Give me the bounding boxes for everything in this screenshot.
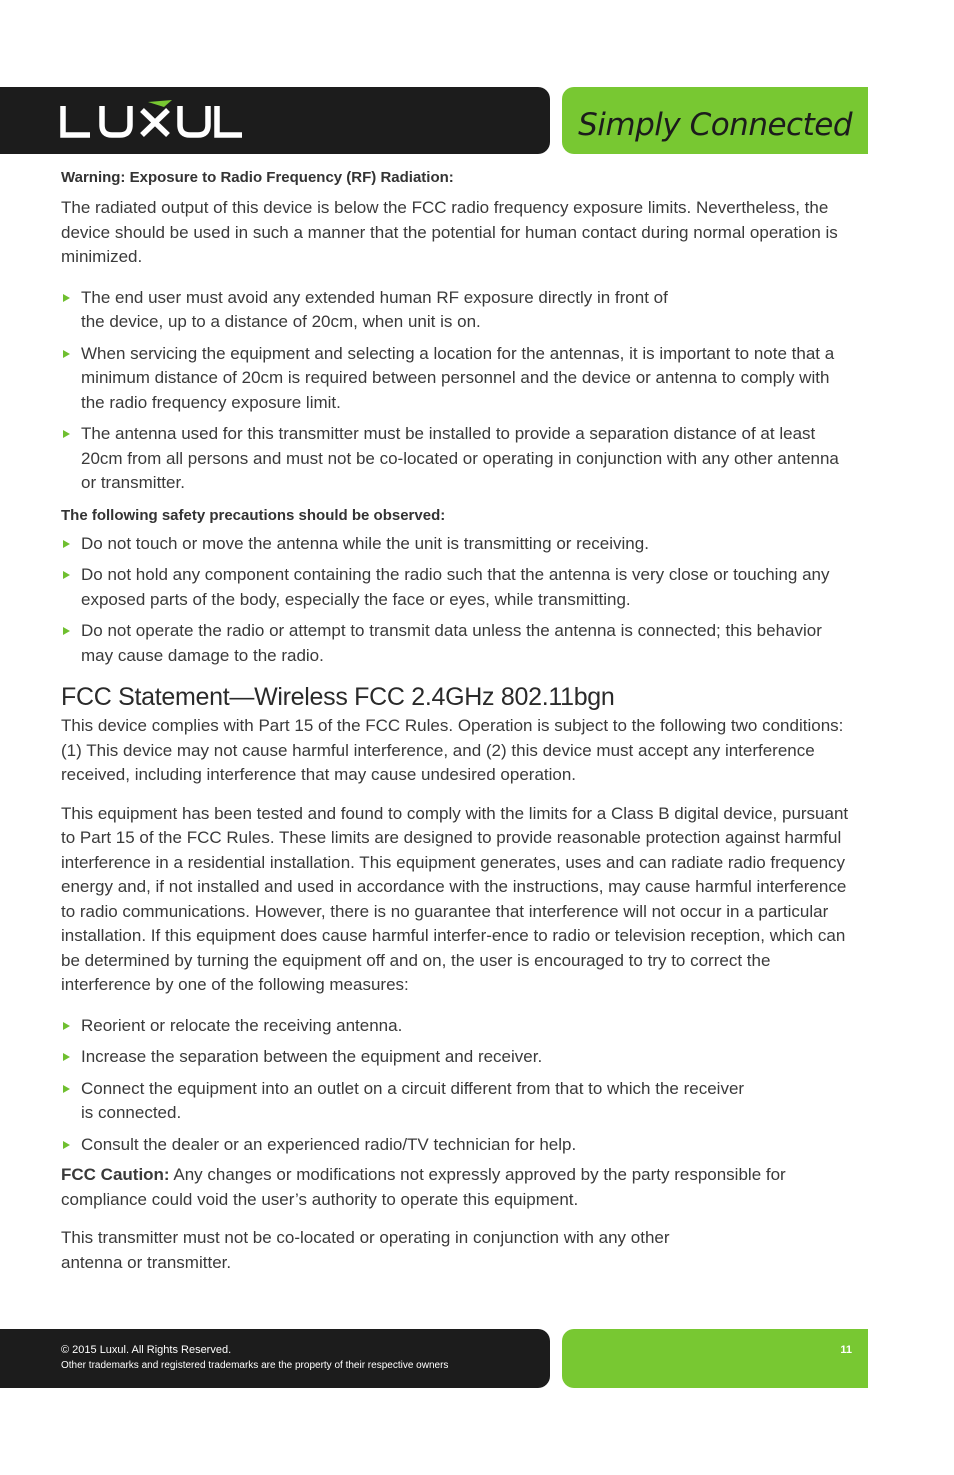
bullet-arrow-icon: [63, 1141, 70, 1149]
bullet-arrow-icon: [63, 1022, 70, 1030]
fcc-para-1: This device complies with Part 15 of the FCC Rules. Operation is subject to the following two conditions: (1) This device may not cause harmful interference, and (2) this device must accept any interference received, including interference that may cause undesired operation.: [61, 716, 844, 784]
bullet-arrow-icon: [63, 540, 70, 548]
rf-warning-heading: Warning: Exposure to Radio Frequency (RF) Radiation:: [61, 169, 454, 186]
fcc-para-2: This equipment has been tested and found to comply with the limits for a Class B digital device, pursuant to Part 15 of the FCC Rules. These limits are designed to provide reasonable protection against harmful interference in a residential installation. This equipment generates, uses and can radiate radio frequency energy and, if not installed and used in accordance with the instructions, may cause harmful interference to radio communications. However, there is no guarantee that interference will not occur in a particular installation. If this equipment does cause harmful interfer-ence to radio or television reception, which can be determined by turning the equipment off and on, the user is encouraged to try to correct the interference by one of the following measures:: [61, 803, 849, 994]
bullet-arrow-icon: [63, 350, 70, 358]
footer-copyright: © 2015 Luxul. All Rights Reserved.: [61, 1344, 232, 1356]
footer-bar: [0, 1329, 550, 1388]
fcc-caution-text: Any changes or modifications not expressly approved by the party responsible for compliance could void the user’s authority to operate this equipment.: [61, 1165, 786, 1209]
rf-warning-intro: The radiated output of this device is below the FCC radio frequency exposure limits. Nevertheless, the device should be used in such a manner that the potential for human contact during normal operation is minimized.: [61, 198, 838, 266]
list-item: Consult the dealer or an experienced radio/TV technician for help.: [61, 1133, 856, 1158]
list-item: Increase the separation between the equipment and receiver.: [61, 1045, 856, 1070]
bullet-arrow-icon: [63, 1053, 70, 1061]
luxul-logo: [60, 98, 244, 140]
list-item: Do not hold any component containing the radio such that the antenna is very close or touching any exposed parts of the body, especially the face or eyes, while transmitting.: [61, 563, 856, 612]
footer-trademarks: Other trademarks and registered trademarks are the property of their respective owners: [61, 1360, 449, 1371]
list-item: Do not operate the radio or attempt to transmit data unless the antenna is connected; this behavior may cause damage to the radio.: [61, 619, 856, 668]
tagline: Simply Connected: [578, 107, 852, 143]
fcc-caution-label: FCC Caution:: [61, 1165, 170, 1184]
bullet-arrow-icon: [63, 294, 70, 302]
list-item: Do not touch or move the antenna while the unit is transmitting or receiving.: [61, 532, 856, 557]
rf-warning-list: [61, 286, 856, 496]
list-item: Connect the equipment into an outlet on a circuit different from that to which the receiver is connected.: [61, 1077, 856, 1126]
bullet-arrow-icon: [63, 571, 70, 579]
list-item: The end user must avoid any extended human RF exposure directly in front of the device, up to a distance of 20cm, when unit is on.: [61, 286, 856, 335]
list-item: The antenna used for this transmitter must be installed to provide a separation distance of at least 20cm from all persons and must not be co-located or operating in conjunction with any other antenna or transmitter.: [61, 422, 856, 496]
fcc-section-title: FCC Statement—Wireless FCC 2.4GHz 802.11bgn: [61, 683, 615, 711]
safety-heading: The following safety precautions should be observed:: [61, 506, 446, 524]
header-tagline-bar: [562, 87, 868, 154]
fcc-closing: This transmitter must not be co-located or operating in conjunction with any other antenna or transmitter.: [61, 1228, 670, 1272]
fcc-caution: [61, 1163, 856, 1212]
page-content: [61, 164, 856, 1289]
bullet-arrow-icon: [63, 430, 70, 438]
footer-page-bar: [562, 1329, 868, 1388]
bullet-arrow-icon: [63, 1085, 70, 1093]
list-item: When servicing the equipment and selecting a location for the antennas, it is important to note that a minimum distance of 20cm is required between personnel and the device or antenna to comply with the radio frequency exposure limit.: [61, 342, 856, 416]
page-number: 11: [840, 1344, 852, 1356]
list-item: Reorient or relocate the receiving antenna.: [61, 1014, 856, 1039]
bullet-arrow-icon: [63, 627, 70, 635]
fcc-measures-list: [61, 1014, 856, 1158]
safety-list: [61, 532, 856, 669]
